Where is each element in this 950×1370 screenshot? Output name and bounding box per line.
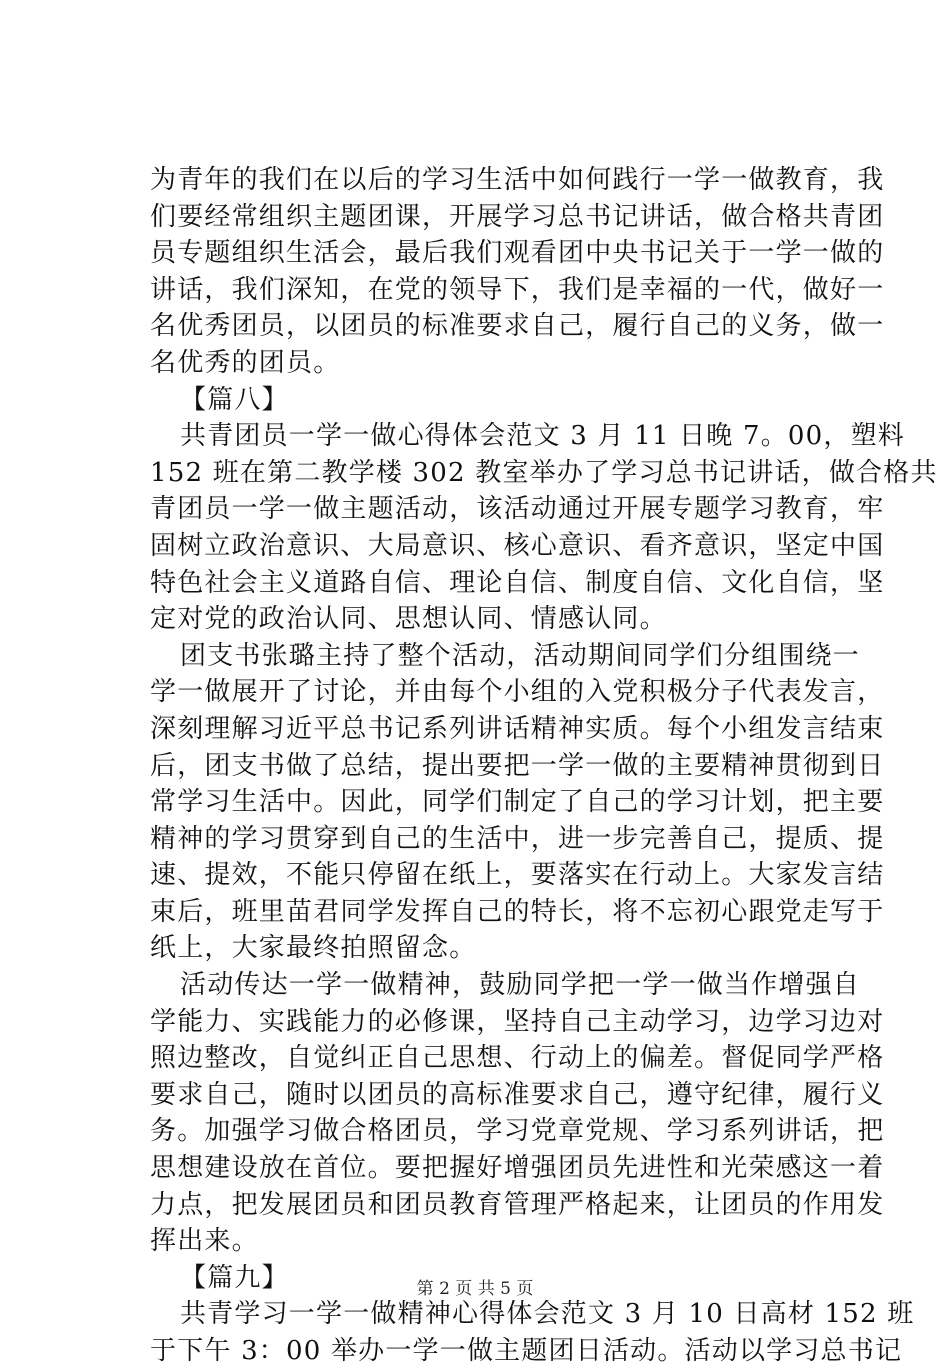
text-line: 特色社会主义道路自信、理论自信、制度自信、文化自信，坚 xyxy=(150,567,885,598)
page-number-footer: 第 2 页 共 5 页 xyxy=(416,1279,534,1299)
text-line: 深刻理解习近平总书记系列讲话精神实质。每个小组发言结束 xyxy=(150,713,885,744)
text-line: 后，团支书做了总结，提出要把一学一做的主要精神贯彻到日 xyxy=(150,750,885,781)
text-line: 名优秀团员，以团员的标准要求自己，履行自己的义务，做一 xyxy=(150,311,885,342)
text-line: 力点，把发展团员和团员教育管理严格起来，让团员的作用发 xyxy=(150,1189,885,1220)
text-line: 挥出来。 xyxy=(150,1226,259,1257)
text-line: 共青学习一学一做精神心得体会范文 3 月 10 日高材 152 班 xyxy=(180,1299,915,1330)
text-line: 们要经常组织主题团课，开展学习总书记讲话，做合格共青团 xyxy=(150,201,885,232)
text-line: 学一做展开了讨论，并由每个小组的入党积极分子代表发言， xyxy=(150,677,885,708)
text-line: 名优秀的团员。 xyxy=(150,347,341,378)
text-line: 要求自己，随时以团员的高标准要求自己，遵守纪律，履行义 xyxy=(150,1079,885,1110)
text-line: 团支书张璐主持了整个活动，活动期间同学们分组围绕一 xyxy=(180,640,861,671)
text-line: 152 班在第二教学楼 302 教室举办了学习总书记讲话，做合格共 xyxy=(150,457,938,488)
text-line: 速、提效，不能只停留在纸上，要落实在行动上。大家发言结 xyxy=(150,860,885,891)
text-line: 常学习生活中。因此，同学们制定了自己的学习计划，把主要 xyxy=(150,787,885,818)
text-line: 活动传达一学一做精神，鼓励同学把一学一做当作增强自 xyxy=(180,970,861,1001)
text-line: 定对党的政治认同、思想认同、情感认同。 xyxy=(150,604,667,635)
text-line: 学能力、实践能力的必修课，坚持自己主动学习，边学习边对 xyxy=(150,1006,885,1037)
text-line: 精神的学习贯穿到自己的生活中，进一步完善自己，提质、提 xyxy=(150,823,885,854)
document-body xyxy=(150,162,938,1370)
text-line: 共青团员一学一做心得体会范文 3 月 11 日晚 7。00，塑料 xyxy=(180,421,905,452)
text-line: 思想建设放在首位。要把握好增强团员先进性和光荣感这一着 xyxy=(150,1153,885,1184)
text-line: 务。加强学习做合格团员，学习党章党规、学习系列讲话，把 xyxy=(150,1116,885,1147)
text-line: 青团员一学一做主题活动，该活动通过开展专题学习教育，牢 xyxy=(150,494,885,525)
text-line: 纸上，大家最终拍照留念。 xyxy=(150,933,477,964)
text-line: 于下午 3：00 举办一学一做主题团日活动。活动以学习总书记 xyxy=(150,1336,903,1366)
text-line: 为青年的我们在以后的学习生活中如何践行一学一做教育，我 xyxy=(150,165,885,195)
section-heading: 【篇九】 xyxy=(180,1262,289,1293)
text-line: 员专题组织生活会，最后我们观看团中央书记关于一学一做的 xyxy=(150,238,885,269)
text-line: 照边整改，自觉纠正自己思想、行动上的偏差。督促同学严格 xyxy=(150,1043,885,1074)
text-line: 束后，班里苗君同学发挥自己的特长，将不忘初心跟党走写于 xyxy=(150,896,885,927)
text-line: 讲话，我们深知，在党的领导下，我们是幸福的一代，做好一 xyxy=(150,274,885,305)
text-line: 固树立政治意识、大局意识、核心意识、看齐意识，坚定中国 xyxy=(150,530,885,561)
section-heading: 【篇八】 xyxy=(180,384,289,415)
